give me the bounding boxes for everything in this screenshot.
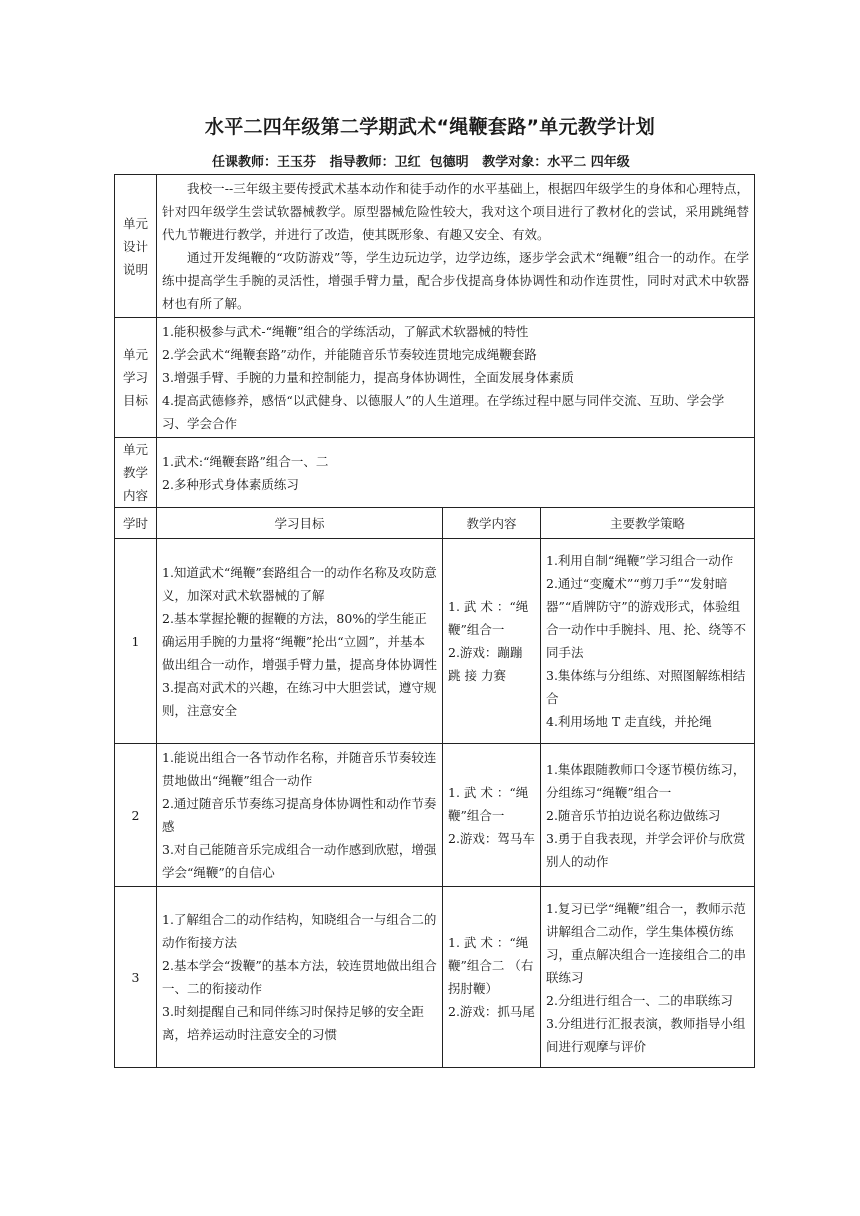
lesson-content: 1. 武 术 ：“绳鞭”组合二 （右拐肘鞭） 2.游戏：抓马尾 xyxy=(443,887,541,1068)
goal-item: 1.能积极参与武术-“绳鞭”组合的学练活动，了解武术软器械的特性 xyxy=(162,324,529,339)
content-item: 1.武术:“绳鞭套路”组合一、二 xyxy=(162,453,329,469)
lesson-strategy: 1.复习已学“绳鞭”组合一，教师示范讲解组合二动作，学生集体模仿练习，重点解决组合一连接组合二的串联练习 2.分组进行组合一、二的串联练习 3.分组进行汇报表演，教师指导小组间进行观摩与评价 xyxy=(541,887,755,1068)
header-content: 教学内容 xyxy=(443,508,541,539)
lesson-strategy: 1.利用自制“绳鞭”学习组合一动作 2.通过“变魔术”“剪刀手”“发射暗器”“盾牌防守”的游戏形式，体验组合一动作中手腕抖、甩、抡、绕等不同手法 3.集体练与分组练、对照图解练相结合 4.利用场地 T 走直线，并抡绳 xyxy=(541,539,755,744)
goal-item: 3.增强手臂、手腕的力量和控制能力，提高身体协调性，全面发展身体素质 xyxy=(162,370,574,385)
lesson-row-2 xyxy=(115,744,755,887)
goal-item: 4.提高武德修养，感悟“以武健身、以德服人”的人生道理。在学练过程中愿与同伴交流、互助、学会学习、学会合作 xyxy=(162,393,725,431)
lesson-number: 3 xyxy=(115,887,157,1068)
lesson-content: 1. 武 术 ：“绳鞭”组合一 2.游戏：驾马车 xyxy=(443,744,541,887)
teacher-info: 任课教师：王玉芬 指导教师：卫红 包德明 教学对象：水平二 四年级 xyxy=(212,155,630,170)
lesson-goals: 1.知道武术“绳鞭”套路组合一的动作名称及攻防意义，加深对武术软器械的了解 2.基本掌握抡鞭的握鞭的方法，80%的学生能正确运用手腕的力量将“绳鞭”抡出“立圆”，并基本做出组合一动作，增强手臂力量，提高身体协调性 3.提高对武术的兴趣，在练习中大胆尝试，遵守规则，注意安全 xyxy=(157,539,443,744)
design-paragraph-1: 我校一--三年级主要传授武术基本动作和徒手动作的水平基础上，根据四年级学生的身体和心理特点，针对四年级学生尝试软器械教学。原型器械危险性较大，我对这个项目进行了教材化的尝试，采用跳绳替代九节鞭进行教学，并进行了改造，使其既形象、有趣又安全、有效。 xyxy=(162,181,749,242)
goals-row xyxy=(115,318,755,438)
lesson-goals: 1.能说出组合一各节动作名称，并随音乐节奏较连贯地做出“绳鞭”组合一动作 2.通过随音乐节奏练习提高身体协调性和动作节奏感 3.对自己能随音乐完成组合一动作感到欣慰，增强学会“绳鞭”的自信心 xyxy=(157,744,443,887)
content-text xyxy=(157,438,755,508)
design-label: 单元 设计 说明 xyxy=(115,175,157,318)
header-strategy: 主要教学策略 xyxy=(541,508,755,539)
lesson-strategy: 1.集体跟随教师口令逐节模仿练习，分组练习“绳鞭”组合一 2.随音乐节拍边说名称边做练习 3.勇于自我表现，并学会评价与欣赏别人的动作 xyxy=(541,744,755,887)
header-goals: 学习目标 xyxy=(157,508,443,539)
goals-label: 单元 学习 目标 xyxy=(115,318,157,438)
plan-table xyxy=(114,174,755,1068)
lesson-row-1 xyxy=(115,539,755,744)
design-text xyxy=(157,175,755,318)
content-item: 2.多种形式身体素质练习 xyxy=(162,476,299,492)
lesson-number: 2 xyxy=(115,744,157,887)
goal-item: 2.学会武术“绳鞭套路”动作，并能随音乐节奏较连贯地完成绳鞭套路 xyxy=(162,347,537,362)
lesson-row-3 xyxy=(115,887,755,1068)
design-paragraph-2: 通过开发绳鞭的“攻防游戏”等，学生边玩边学，边学边练，逐步学会武术“绳鞭”组合一的动作。在学练中提高学生手腕的灵活性，增强手臂力量，配合步伐提高身体协调性和动作连贯性，同时对武术中软器材也有所了解。 xyxy=(162,250,749,311)
lesson-goals: 1.了解组合二的动作结构，知晓组合一与组合二的动作衔接方法 2.基本学会“拨鞭”的基本方法，较连贯地做出组合一、二的衔接动作 3.时刻提醒自己和同伴练习时保持足够的安全距离，培养运动时注意安全的习惯 xyxy=(157,887,443,1068)
header-period: 学时 xyxy=(115,508,157,539)
content-row xyxy=(115,438,755,508)
header-row xyxy=(115,508,755,539)
content-label: 单元 教学 内容 xyxy=(115,438,157,508)
lesson-content: 1. 武 术 ：“绳鞭”组合一 2.游戏：蹦蹦 跳 接 力赛 xyxy=(443,539,541,744)
goals-text xyxy=(157,318,755,438)
lesson-number: 1 xyxy=(115,539,157,744)
page-title: 水平二四年级第二学期武术“绳鞭套路”单元教学计划 xyxy=(204,116,656,138)
design-row xyxy=(115,175,755,318)
